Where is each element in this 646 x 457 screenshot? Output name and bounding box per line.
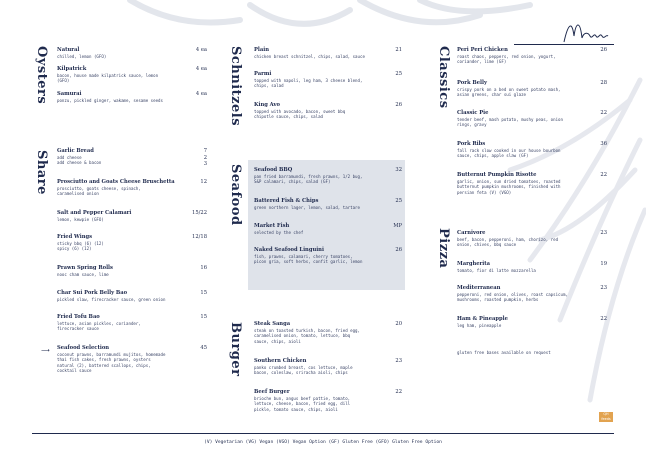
item-name: Fried Wings [57, 234, 93, 240]
item-description: beef, bacon, pepperoni, ham, chorizo, red onion, chives, bbq sauce [457, 237, 559, 248]
item-price: 28 [600, 80, 607, 86]
item-price-addon: 3 [203, 161, 207, 167]
item-name: Steak Sanga [254, 321, 291, 327]
item-name: Naked Seafood Linguini [254, 247, 324, 253]
item-name: Plain [254, 47, 269, 53]
item-description: topped with avocado, bacon, sweet bbq chipotle sauce, chips, salad [254, 109, 346, 120]
item-price: 25 [395, 198, 402, 204]
item-price: 22 [600, 316, 607, 322]
item-description: pickled slaw, firecracker sauce, green onion [57, 297, 166, 302]
item-price: 19 [600, 261, 607, 267]
item-name: Margherita [457, 261, 490, 267]
item-name: Pork Belly [457, 80, 487, 86]
item-price: 23 [395, 358, 402, 364]
item-name: Prawn Spring Rolls [57, 265, 113, 271]
item-name: Southern Chicken [254, 358, 307, 364]
item-name: Garlic Bread [57, 148, 94, 154]
item-price: 7 [203, 148, 207, 154]
item-price: 23 [600, 285, 607, 291]
item-name: Fried Tofu Bao [57, 314, 100, 320]
section-title-burger: Burger [228, 322, 243, 377]
item-price: 22 [600, 172, 607, 178]
menu-item [254, 167, 394, 185]
item-price: 15/22 [192, 210, 207, 216]
item-price: 32 [395, 167, 402, 173]
item-description: chilled, lemon (GFO) [57, 54, 107, 59]
item-price: 26 [395, 247, 402, 253]
item-name: Char Sui Pork Belly Bao [57, 290, 128, 296]
item-name: Parmi [254, 71, 272, 77]
item-description: selected by the chef [254, 230, 304, 235]
item-description: coconut prawns, barramundi mujitos, homemade thai fish cakes, fresh prawns, oysters natural (2), battered scallops, chips, cocktail sauce [57, 352, 166, 373]
item-price: 16 [200, 265, 207, 271]
item-description: lettuce, asian pickles, coriander, firecracker sauce [57, 321, 141, 332]
brand-underline [514, 44, 614, 45]
item-description: brioche bun, angus beef pattie, tomato, lettuce, cheese, bacon, fried egg, dill pickle, tomato sauce, chips, aioli [254, 396, 351, 412]
item-price: 15 [200, 314, 207, 320]
item-price: 15 [200, 290, 207, 296]
item-description: fall rack slow cooked in our house bourbon sauce, chips, apple slaw (GF) [457, 148, 561, 159]
item-name: Battered Fish & Chips [254, 198, 319, 204]
item-name: King Avo [254, 102, 280, 108]
item-name: Classic Pie [457, 110, 489, 116]
item-name: Salt and Pepper Calamari [57, 210, 132, 216]
pizza-gluten-free-note: gluten free bases available on request [457, 350, 551, 355]
menu-item [254, 223, 394, 235]
item-description: bacon, house made kilpatrick sauce, lemon (GFO) [57, 73, 159, 84]
item-price: 36 [600, 141, 607, 147]
item-description: pepperoni, red onion, olives, roast capsicum, mushrooms, roasted pumpkin, herbs [457, 292, 568, 303]
section-title-classics: Classics [436, 46, 451, 109]
item-description: chicken breast schnitzel, chips, salad, sauce [254, 54, 365, 59]
item-price: 4 ea [195, 66, 207, 72]
section-title-seafood: Seafood [228, 164, 243, 226]
item-price: 25 [395, 71, 402, 77]
item-price: MP [393, 223, 402, 229]
footer-divider [32, 433, 614, 434]
item-name: Seafood Selection [57, 345, 110, 351]
item-name: Samurai [57, 91, 82, 97]
section-title-share: Share [34, 150, 49, 195]
item-description: tomato, fior di latte mozzarella [457, 268, 536, 273]
item-description: fish, prawns, calamari, cherry tomatoes, picon gria, soft herbs, confit garlic, lemon [254, 254, 363, 265]
section-title-oysters: Oysters [34, 46, 49, 105]
item-price: 22 [600, 110, 607, 116]
item-description: garlic, onion, sun dried tomatoes, roasted butternut pumpkin mushrooms, finished with persian feta (V) (VGO) [457, 179, 561, 195]
item-price: 12/18 [192, 234, 207, 240]
item-description: add cheese add cheese & bacon [57, 155, 102, 166]
item-description: sticky bbq (6) (12) spicy (6) (12) [57, 241, 104, 252]
item-description: leg ham, pineapple [457, 323, 502, 328]
arrow-right-icon: ⟶ [41, 347, 50, 354]
item-description: pan fried barramundi, fresh prawns, 1/2 bug, S&P calamari, chips, salad (GF) [254, 174, 363, 185]
item-name: Butternut Pumpkin Risotte [457, 172, 537, 178]
item-description: tender beef, mash potato, mushy peas, onion rings, gravy [457, 117, 563, 128]
item-name: Market Fish [254, 223, 290, 229]
item-description: topped with napoli, leg ham, 3 cheese blend, chips, salad [254, 78, 363, 89]
dietary-legend: (V) Vegetarian (VG) Vegan (VGO) Vegan Option (GF) Gluten Free (GFO) Gluten Free Option [204, 440, 442, 445]
menu-item [254, 198, 394, 210]
item-price: 26 [395, 102, 402, 108]
item-price: 4 ea [195, 47, 207, 53]
brand-badge-logo: QH feeds [599, 412, 613, 422]
item-name: Beef Burger [254, 389, 290, 395]
item-description: prosciutto, goats cheese, spinach, caramelised onion [57, 186, 141, 197]
item-description: lemon, kewpie (GFO) [57, 217, 104, 222]
item-price: 4 ea [195, 91, 207, 97]
item-name: Mediterranean [457, 285, 501, 291]
item-name: Natural [57, 47, 80, 53]
item-price: 12 [200, 179, 207, 185]
item-name: Kilpatrick [57, 66, 87, 72]
menu-item [254, 247, 394, 265]
item-price: 21 [395, 47, 402, 53]
section-title-pizza: Pizza [436, 228, 451, 269]
item-price: 45 [200, 345, 207, 351]
item-price: 22 [395, 389, 402, 395]
item-description: nooc cham sauce, lime [57, 272, 109, 277]
item-description: green northern lager, lemon, salad, tartare [254, 205, 360, 210]
item-name: Ham & Pineapple [457, 316, 508, 322]
item-price-addon: 2 [203, 155, 207, 161]
item-description: crispy pork on a bed on sweet potato mash, asian greens, char sui glaze [457, 87, 561, 98]
item-price: 23 [600, 230, 607, 236]
item-name: Carnivore [457, 230, 486, 236]
item-name: Pork Ribs [457, 141, 486, 147]
item-description: steak on toasted turkish, bacon, fried egg, caramelised onion, tomato, lettuce, bbq sauce, chips, aioli [254, 328, 360, 344]
section-title-schnitzels: Schnitzels [228, 46, 243, 127]
item-name: Peri Peri Chicken [457, 47, 508, 53]
item-description: panko crumbed breast, cos lettuce, maple bacon, coleslaw, sriracha aioli, chips [254, 365, 353, 376]
item-name: Prosciutto and Goats Cheese Bruschetta [57, 179, 175, 185]
item-description: ponzu, pickled ginger, wakame, sesame seeds [57, 98, 163, 103]
item-name: Seafood BBQ [254, 167, 293, 173]
item-description: roast chaos, peppers, red onion, yogurt, coriander, lime (GF) [457, 54, 556, 65]
item-price: 26 [600, 47, 607, 53]
item-price: 20 [395, 321, 402, 327]
